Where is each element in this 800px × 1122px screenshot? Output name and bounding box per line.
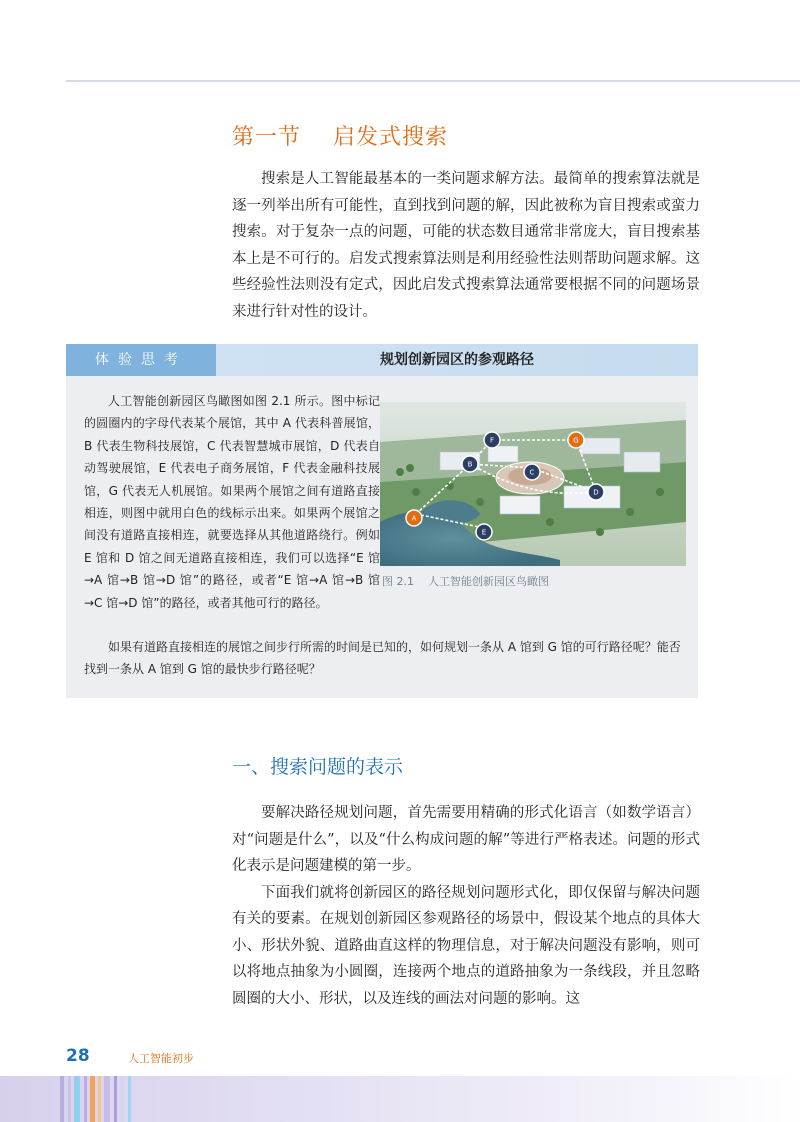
experience-title: 规划创新园区的参观路径 [216, 344, 698, 376]
question-paragraph: 如果有道路直接相连的展馆之间步行所需的时间是已知的，如何规划一条从 A 馆到 G 馆的可行路径呢？能否找到一条从 A 馆到 G 馆的最快步行路径呢？ [84, 640, 681, 677]
marker-g-label: G [573, 436, 579, 445]
park-aerial-illustration [380, 402, 686, 566]
marker-d-label: D [593, 488, 599, 497]
footer-stripe [98, 1076, 101, 1122]
marker-a-label: A [411, 514, 417, 523]
experience-text [84, 390, 380, 614]
footer-stripe [74, 1076, 80, 1122]
section-title: 第一节 启发式搜索 [232, 125, 448, 150]
footer-stripe [114, 1076, 117, 1122]
book-title: 人工智能初步 [128, 1052, 194, 1065]
marker-e-label: E [481, 528, 487, 537]
marker-f [484, 432, 500, 448]
marker-b [462, 456, 478, 472]
subsection-paragraph-1: 要解决路径规划问题，首先需要用精确的形式化语言（如数学语言）对“问题是什么”，以及“什么构成问题的解”等进行严格表述。问题的形式化表示是问题建模的第一步。 [232, 805, 700, 874]
marker-f-label: F [489, 436, 495, 445]
marker-d [588, 484, 604, 500]
marker-a [406, 510, 422, 526]
experience-box [66, 344, 698, 698]
experience-question [84, 636, 688, 681]
footer-stripe [104, 1076, 110, 1122]
figure-caption: 图 2.1 人工智能创新园区鸟瞰图 [382, 575, 549, 588]
subsection-text [232, 800, 700, 1012]
experience-paragraph: 人工智能创新园区鸟瞰图如图 2.1 所示。图中标记的圆圈内的字母代表某个展馆，其中 A 代表科普展馆，B 代表生物科技展馆，C 代表智慧城市展馆，D 代表自动驾驶展馆，E 代表电子商务展馆，F 代表金融科技展馆，G 代表无人机展馆。如果两个展馆之间有道路直接相连，则图中就用白色的线标示出来。如果两个展馆之间没有道路直接相连，就要选择从其他道路绕行。例如 E 馆和 D 馆之间无道路直接相连，我们可以选择“E 馆→A 馆→B 馆→D 馆”的路径，或者“E 馆→A 馆→B 馆→C 馆→D 馆”的路径，或者其他可行的路径。 [84, 394, 380, 610]
subsection-paragraph-2: 下面我们就将创新园区的路径规划问题形式化，即仅保留与解决问题有关的要素。在规划创新园区参观路径的场景中，假设某个地点的具体大小、形状外貌、道路曲直这样的物理信息，对于解决问题没有影响，则可以将地点抽象为小圆圈，连接两个地点的道路抽象为一条线段，并且忽略圆圈的大小、形状，以及连线的画法对问题的影响。这 [232, 884, 700, 1007]
marker-e [476, 524, 492, 540]
page-number: 28 [66, 1046, 90, 1066]
footer-stripe [128, 1076, 131, 1122]
top-rule [66, 80, 800, 82]
park-aerial-figure [380, 402, 686, 566]
footer-stripe [68, 1076, 71, 1122]
marker-g [568, 432, 584, 448]
intro-paragraph: 搜索是人工智能最基本的一类问题求解方法。最简单的搜索算法就是逐一列举出所有可能性，直到找到问题的解，因此被称为盲目搜索或蛮力搜索。对于复杂一点的问题，可能的状态数目通常非常庞大，盲目搜索基本上是不可行的。启发式搜索算法则是利用经验性法则帮助问题求解。这些经验性法则没有定式，因此启发式搜索算法通常要根据不同的问题场景来进行针对性的设计。 [232, 171, 700, 320]
footer-stripe [84, 1076, 87, 1122]
intro-text [232, 166, 700, 325]
marker-b-label: B [467, 460, 473, 469]
experience-tag: 体验思考 [66, 344, 216, 376]
marker-c [524, 464, 540, 480]
experience-header [66, 344, 698, 376]
marker-c-label: C [529, 468, 535, 477]
footer-stripe [90, 1076, 95, 1122]
footer-stripe [120, 1076, 124, 1122]
subsection-title: 一、搜索问题的表示 [232, 756, 404, 778]
footer-stripe [60, 1076, 64, 1122]
